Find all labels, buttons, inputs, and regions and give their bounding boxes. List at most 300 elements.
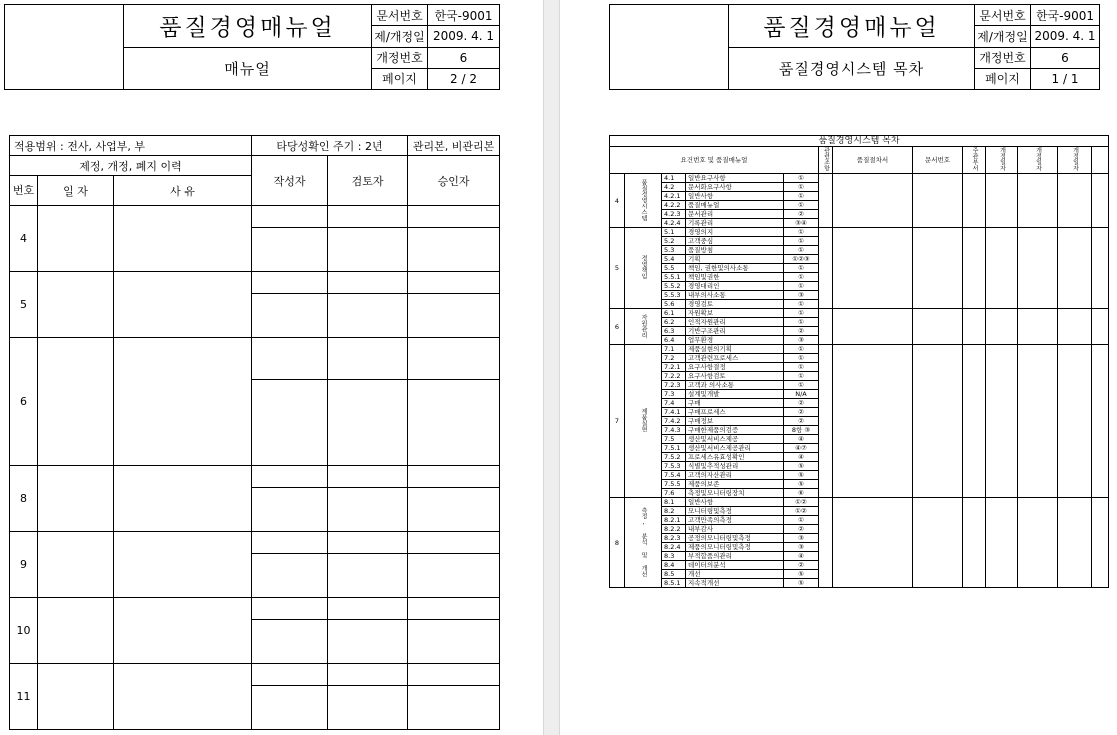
- toc-item-mark: ④: [784, 552, 819, 561]
- toc-item-code: 8.4: [662, 561, 686, 570]
- toc-empty-cell: [986, 345, 1018, 498]
- history-date-cell: [38, 272, 114, 338]
- toc-item-mark: ②: [784, 399, 819, 408]
- toc-item-code: 8.3: [662, 552, 686, 561]
- toc-empty-cell: [819, 345, 833, 498]
- toc-item-name: 생산및서비스제공관리: [686, 444, 784, 453]
- toc-item-code: 7.2.2: [662, 372, 686, 381]
- history-reason-cell: [114, 272, 252, 338]
- toc-item-code: 8.2.2: [662, 525, 686, 534]
- toc-empty-cell: [986, 309, 1018, 345]
- toc-item-mark: ①: [784, 273, 819, 282]
- right-doc-header: [609, 4, 1100, 90]
- toc-item-name: 기록관리: [686, 219, 784, 228]
- right-header-label: 개정번호: [975, 47, 1031, 68]
- left-doc-header: [4, 4, 500, 90]
- toc-empty-cell: [833, 345, 913, 498]
- history-section-title: 제정, 개정, 폐지 이력: [10, 156, 252, 176]
- left-header-value: 한국-9001: [428, 5, 500, 26]
- signature-cell: [252, 554, 328, 598]
- signature-cell: [408, 620, 500, 664]
- history-row: [10, 272, 500, 294]
- signature-cell: [328, 598, 408, 620]
- toc-empty-cell: [1018, 228, 1058, 309]
- toc-empty-cell: [819, 228, 833, 309]
- col-date: 일 자: [38, 176, 114, 206]
- signature-cell: [328, 532, 408, 554]
- signature-cell: [408, 664, 500, 686]
- toc-item-code: 5.5.2: [662, 282, 686, 291]
- toc-empty-cell: [1058, 174, 1092, 228]
- signature-cell: [328, 466, 408, 488]
- history-row-number: 10: [10, 598, 38, 664]
- history-reason-cell: [114, 338, 252, 466]
- toc-item-name: 고객중심: [686, 237, 784, 246]
- history-row-number: 9: [10, 532, 38, 598]
- toc-col-extra: [1092, 147, 1109, 174]
- toc-empty-cell: [1018, 309, 1058, 345]
- toc-item-mark: ⑤: [784, 579, 819, 588]
- history-reason-cell: [114, 598, 252, 664]
- signature-cell: [408, 532, 500, 554]
- toc-item-code: 5.6: [662, 300, 686, 309]
- toc-item-mark: ②: [784, 210, 819, 219]
- toc-item-mark: ①: [784, 300, 819, 309]
- toc-item-code: 7.5.3: [662, 462, 686, 471]
- toc-item-code: 7.5.2: [662, 453, 686, 462]
- toc-row: [610, 498, 1109, 507]
- toc-item-name: 생산및서비스제공: [686, 435, 784, 444]
- toc-item-name: 고객만족의측정: [686, 516, 784, 525]
- toc-group-number: 7: [610, 345, 625, 498]
- signature-cell: [408, 598, 500, 620]
- toc-item-mark: ①: [784, 228, 819, 237]
- toc-empty-cell: [913, 174, 963, 228]
- toc-item-mark: ①: [784, 516, 819, 525]
- toc-item-name: 품질방침: [686, 246, 784, 255]
- toc-item-mark: ③④: [784, 219, 819, 228]
- history-row-number: 11: [10, 664, 38, 730]
- right-header-label: 제/개정일: [975, 26, 1031, 47]
- history-row-number: 8: [10, 466, 38, 532]
- toc-item-name: 부적합품의관리: [686, 552, 784, 561]
- signature-cell: [408, 466, 500, 488]
- toc-item-name: 자원확보: [686, 309, 784, 318]
- toc-item-code: 5.5: [662, 264, 686, 273]
- toc-empty-cell: [1018, 498, 1058, 588]
- toc-item-code: 7.6: [662, 489, 686, 498]
- toc-item-code: 6.3: [662, 327, 686, 336]
- signature-cell: [328, 380, 408, 466]
- toc-item-name: 경영의지: [686, 228, 784, 237]
- right-header-value: 6: [1031, 47, 1100, 68]
- toc-item-name: 요구사항검토: [686, 372, 784, 381]
- toc-row: [610, 309, 1109, 318]
- toc-item-name: 업무환경: [686, 336, 784, 345]
- signature-cell: [408, 206, 500, 228]
- toc-row: [610, 345, 1109, 354]
- toc-item-name: 지속적개선: [686, 579, 784, 588]
- toc-item-mark: ①②: [784, 507, 819, 516]
- right-header-value: 1 / 1: [1031, 68, 1100, 89]
- toc-item-code: 7.2.3: [662, 381, 686, 390]
- toc-item-code: 7.5: [662, 435, 686, 444]
- toc-item-mark: ⑤: [784, 471, 819, 480]
- toc-item-mark: ②: [784, 561, 819, 570]
- toc-item-code: 8.5: [662, 570, 686, 579]
- toc-item-mark: ①: [784, 174, 819, 183]
- history-row: [10, 338, 500, 380]
- signature-cell: [328, 620, 408, 664]
- history-row-number: 6: [10, 338, 38, 466]
- toc-item-mark: ④: [784, 435, 819, 444]
- history-row: [10, 664, 500, 686]
- history-reason-cell: [114, 466, 252, 532]
- toc-item-code: 4.2.4: [662, 219, 686, 228]
- signature-cell: [328, 272, 408, 294]
- toc-item-name: 모니터링및측정: [686, 507, 784, 516]
- toc-item-mark: 8항 ③: [784, 426, 819, 435]
- toc-empty-cell: [833, 174, 913, 228]
- signature-cell: [328, 294, 408, 338]
- toc-item-code: 7.4.2: [662, 417, 686, 426]
- toc-item-name: 내부의사소통: [686, 291, 784, 300]
- toc-row: [610, 228, 1109, 237]
- signature-cell: [252, 466, 328, 488]
- left-header-label: 문서번호: [372, 5, 428, 26]
- toc-item-mark: ②: [784, 525, 819, 534]
- toc-item-code: 4.2.3: [662, 210, 686, 219]
- toc-item-name: 고객의자산관리: [686, 471, 784, 480]
- scope-text: 적용범위 : 전사, 사업부, 부: [10, 136, 252, 156]
- toc-item-code: 5.2: [662, 237, 686, 246]
- history-date-cell: [38, 532, 114, 598]
- toc-item-name: 측정및모니터링장치: [686, 489, 784, 498]
- right-header-blank: [610, 5, 729, 90]
- toc-item-name: 책임및권한: [686, 273, 784, 282]
- toc-item-code: 8.2: [662, 507, 686, 516]
- toc-group-name: 경영책임: [625, 228, 662, 309]
- toc-item-name: 경영검토: [686, 300, 784, 309]
- toc-item-mark: ②: [784, 417, 819, 426]
- signature-cell: [252, 272, 328, 294]
- cycle-text: 타당성확인 주기 : 2년: [252, 136, 408, 156]
- left-header-blank: [5, 5, 124, 90]
- toc-group-number: 6: [610, 309, 625, 345]
- col-author: 작성자: [252, 156, 328, 206]
- toc-item-code: 4.2: [662, 183, 686, 192]
- toc-item-mark: ①: [784, 183, 819, 192]
- toc-group-number: 8: [610, 498, 625, 588]
- right-header-value: 한국-9001: [1031, 5, 1100, 26]
- history-row: [10, 532, 500, 554]
- toc-item-code: 5.4: [662, 255, 686, 264]
- right-header-label: 문서번호: [975, 5, 1031, 26]
- toc-item-code: 7.3: [662, 390, 686, 399]
- toc-item-mark: ⑤: [784, 570, 819, 579]
- history-date-cell: [38, 206, 114, 272]
- toc-col-rel: 관련조항: [819, 147, 833, 174]
- signature-cell: [328, 206, 408, 228]
- history-row: [10, 206, 500, 228]
- toc-col-req: 요건번호 및 품질매뉴얼: [610, 147, 819, 174]
- toc-empty-cell: [833, 309, 913, 345]
- toc-item-mark: ①: [784, 246, 819, 255]
- toc-item-name: 경영대리인: [686, 282, 784, 291]
- toc-item-name: 식별및추적성관리: [686, 462, 784, 471]
- toc-item-name: 제품실현의기획: [686, 345, 784, 354]
- toc-item-name: 요구사항결정: [686, 363, 784, 372]
- toc-item-code: 7.4: [662, 399, 686, 408]
- toc-empty-cell: [1018, 174, 1058, 228]
- toc-item-code: 8.1: [662, 498, 686, 507]
- toc-group-name: 측정, 분석 및 개선: [625, 498, 662, 588]
- toc-item-mark: ⑤: [784, 462, 819, 471]
- toc-item-code: 7.5.1: [662, 444, 686, 453]
- left-header-subtitle: 매뉴얼: [124, 47, 372, 90]
- toc-item-code: 7.4.3: [662, 426, 686, 435]
- signature-cell: [252, 488, 328, 532]
- toc-empty-cell: [1018, 345, 1058, 498]
- toc-item-mark: ①: [784, 345, 819, 354]
- toc-empty-cell: [986, 174, 1018, 228]
- toc-empty-cell: [819, 174, 833, 228]
- signature-cell: [328, 686, 408, 730]
- signature-cell: [328, 338, 408, 380]
- toc-col-rev2: 개정일자: [1018, 147, 1058, 174]
- toc-item-mark: ①: [784, 264, 819, 273]
- toc-item-code: 6.2: [662, 318, 686, 327]
- toc-item-mark: ①: [784, 192, 819, 201]
- toc-empty-cell: [986, 228, 1018, 309]
- signature-cell: [408, 272, 500, 294]
- toc-item-name: 구매한제품의검증: [686, 426, 784, 435]
- toc-empty-cell: [963, 174, 986, 228]
- toc-empty-cell: [819, 309, 833, 345]
- toc-empty-cell: [913, 498, 963, 588]
- toc-item-code: 5.5.3: [662, 291, 686, 300]
- toc-item-name: 개선: [686, 570, 784, 579]
- toc-item-mark: ②: [784, 408, 819, 417]
- toc-item-code: 5.3: [662, 246, 686, 255]
- toc-item-name: 인적자원관리: [686, 318, 784, 327]
- toc-row: [610, 174, 1109, 183]
- toc-item-name: 문서관리: [686, 210, 784, 219]
- toc-item-code: 8.2.4: [662, 543, 686, 552]
- history-row: [10, 598, 500, 620]
- toc-item-name: 데이터의분석: [686, 561, 784, 570]
- signature-cell: [252, 620, 328, 664]
- signature-cell: [252, 532, 328, 554]
- toc-empty-cell: [833, 498, 913, 588]
- toc-empty-cell: [913, 309, 963, 345]
- col-approver: 승인자: [408, 156, 500, 206]
- toc-item-mark: ③: [784, 291, 819, 300]
- toc-empty-cell: [986, 498, 1018, 588]
- signature-cell: [252, 228, 328, 272]
- left-header-title: 품질경영매뉴얼: [124, 5, 372, 48]
- toc-group-name: 자원관리: [625, 309, 662, 345]
- left-header-value: 6: [428, 47, 500, 68]
- toc-empty-cell: [913, 345, 963, 498]
- toc-item-mark: ①: [784, 372, 819, 381]
- signature-cell: [328, 228, 408, 272]
- toc-empty-cell: [1058, 309, 1092, 345]
- history-row: [10, 466, 500, 488]
- toc-item-mark: ①②: [784, 498, 819, 507]
- toc-item-name: 제품의보존: [686, 480, 784, 489]
- history-date-cell: [38, 338, 114, 466]
- toc-empty-cell: [1092, 345, 1109, 498]
- toc-item-name: 기반구조관리: [686, 327, 784, 336]
- toc-item-code: 7.5.5: [662, 480, 686, 489]
- toc-item-code: 8.2.1: [662, 516, 686, 525]
- toc-col-rev1: 개정일자: [986, 147, 1018, 174]
- toc-item-name: 기획: [686, 255, 784, 264]
- toc-item-mark: ④: [784, 453, 819, 462]
- history-reason-cell: [114, 206, 252, 272]
- history-date-cell: [38, 598, 114, 664]
- toc-item-name: 제품의모니터링및측정: [686, 543, 784, 552]
- signature-cell: [328, 554, 408, 598]
- toc-item-code: 5.1: [662, 228, 686, 237]
- toc-table: [609, 135, 1109, 588]
- left-header-value: 2009. 4. 1: [428, 26, 500, 47]
- signature-cell: [252, 338, 328, 380]
- toc-empty-cell: [963, 498, 986, 588]
- signature-cell: [408, 294, 500, 338]
- signature-cell: [252, 294, 328, 338]
- toc-item-mark: ①: [784, 354, 819, 363]
- toc-item-name: 일반요구사항: [686, 174, 784, 183]
- toc-group-number: 5: [610, 228, 625, 309]
- toc-item-code: 4.2.1: [662, 192, 686, 201]
- left-header-label: 제/개정일: [372, 26, 428, 47]
- history-row-number: 4: [10, 206, 38, 272]
- toc-empty-cell: [1058, 345, 1092, 498]
- signature-cell: [408, 488, 500, 532]
- toc-item-name: 설계및개발: [686, 390, 784, 399]
- toc-item-mark: ⑤: [784, 480, 819, 489]
- toc-item-code: 7.2: [662, 354, 686, 363]
- toc-item-name: 책임, 권한및의사소통: [686, 264, 784, 273]
- toc-item-code: 4.2.2: [662, 201, 686, 210]
- toc-col-dept: 주관부서: [963, 147, 986, 174]
- toc-item-name: 고객과 의사소통: [686, 381, 784, 390]
- col-reason: 사 유: [114, 176, 252, 206]
- toc-empty-cell: [819, 498, 833, 588]
- left-header-value: 2 / 2: [428, 68, 500, 89]
- left-header-label: 페이지: [372, 68, 428, 89]
- toc-item-code: 8.5.1: [662, 579, 686, 588]
- signature-cell: [328, 488, 408, 532]
- toc-item-name: 구매: [686, 399, 784, 408]
- toc-item-mark: ①: [784, 363, 819, 372]
- signature-cell: [252, 664, 328, 686]
- toc-item-mark: ①②③: [784, 255, 819, 264]
- page-separator: [543, 0, 560, 735]
- signature-cell: [252, 380, 328, 466]
- history-reason-cell: [114, 664, 252, 730]
- toc-empty-cell: [833, 228, 913, 309]
- toc-item-mark: ①: [784, 381, 819, 390]
- signature-cell: [408, 686, 500, 730]
- toc-empty-cell: [913, 228, 963, 309]
- toc-empty-cell: [1092, 174, 1109, 228]
- toc-group-number: 4: [610, 174, 625, 228]
- toc-item-name: 일반사항: [686, 498, 784, 507]
- toc-item-mark: ①: [784, 318, 819, 327]
- toc-item-mark: N/A: [784, 390, 819, 399]
- history-row-number: 5: [10, 272, 38, 338]
- right-header-title: 품질경영매뉴얼: [729, 5, 975, 48]
- signature-cell: [252, 598, 328, 620]
- toc-item-code: 5.5.1: [662, 273, 686, 282]
- revision-history-table: [9, 135, 500, 730]
- signature-cell: [252, 686, 328, 730]
- toc-item-name: 문서화요구사항: [686, 183, 784, 192]
- toc-col-docno: 문서번호: [913, 147, 963, 174]
- toc-item-name: 일반사항: [686, 192, 784, 201]
- toc-group-name: 제품실현: [625, 345, 662, 498]
- right-header-subtitle: 품질경영시스템 목차: [729, 47, 975, 90]
- signature-cell: [408, 338, 500, 380]
- toc-item-name: 품질매뉴얼: [686, 201, 784, 210]
- toc-item-name: 구매프로세스: [686, 408, 784, 417]
- toc-empty-cell: [1058, 228, 1092, 309]
- toc-empty-cell: [1092, 309, 1109, 345]
- left-header-label: 개정번호: [372, 47, 428, 68]
- signature-cell: [408, 380, 500, 466]
- history-reason-cell: [114, 532, 252, 598]
- toc-item-mark: ①: [784, 237, 819, 246]
- toc-item-code: 6.1: [662, 309, 686, 318]
- signature-cell: [408, 554, 500, 598]
- toc-empty-cell: [963, 345, 986, 498]
- toc-item-name: 내부감사: [686, 525, 784, 534]
- signature-cell: [252, 206, 328, 228]
- toc-item-mark: ⑥: [784, 489, 819, 498]
- toc-empty-cell: [1092, 498, 1109, 588]
- toc-item-code: 4.1: [662, 174, 686, 183]
- toc-item-mark: ②: [784, 327, 819, 336]
- toc-empty-cell: [1058, 498, 1092, 588]
- toc-empty-cell: [963, 309, 986, 345]
- right-header-value: 2009. 4. 1: [1031, 26, 1100, 47]
- toc-item-code: 7.1: [662, 345, 686, 354]
- toc-title: 품질경영시스템 목차: [610, 136, 1109, 147]
- right-header-label: 페이지: [975, 68, 1031, 89]
- signature-cell: [328, 664, 408, 686]
- toc-item-mark: ④⑦: [784, 444, 819, 453]
- toc-item-code: 8.2.3: [662, 534, 686, 543]
- toc-item-mark: ③: [784, 543, 819, 552]
- toc-item-name: 공정의모니터링및측정: [686, 534, 784, 543]
- toc-col-rev3: 개정일자: [1058, 147, 1092, 174]
- signature-cell: [408, 228, 500, 272]
- toc-group-name: 품질경영시스템: [625, 174, 662, 228]
- toc-item-code: 6.4: [662, 336, 686, 345]
- col-number: 번호: [10, 176, 38, 206]
- toc-item-mark: ③: [784, 534, 819, 543]
- toc-item-mark: ③: [784, 336, 819, 345]
- toc-item-code: 7.5.4: [662, 471, 686, 480]
- col-reviewer: 검토자: [328, 156, 408, 206]
- toc-empty-cell: [1092, 228, 1109, 309]
- toc-item-name: 구매정보: [686, 417, 784, 426]
- history-date-cell: [38, 466, 114, 532]
- toc-item-name: 프로세스유효성확인: [686, 453, 784, 462]
